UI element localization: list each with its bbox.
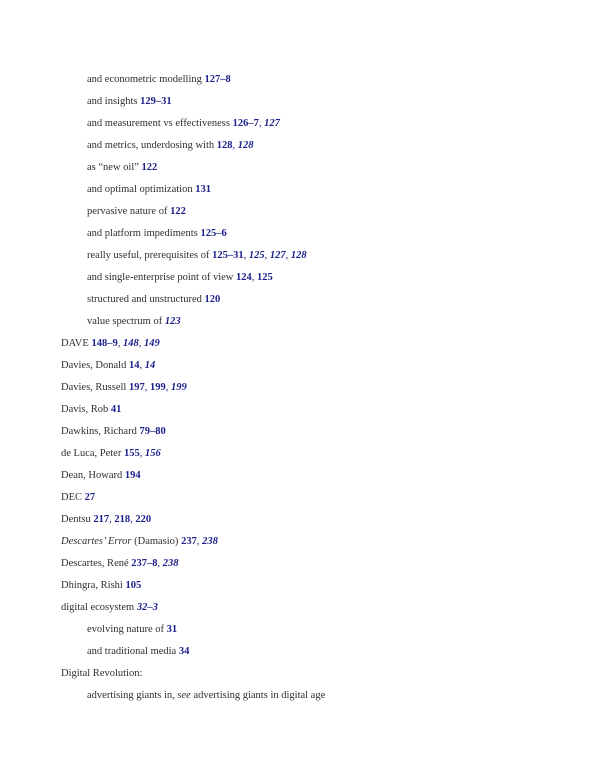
page-locator-link[interactable]: 131 xyxy=(195,184,211,195)
entry-heading: DAVE xyxy=(61,338,89,349)
index-entry xyxy=(0,467,600,489)
index-subentry xyxy=(0,291,600,313)
page-locator-link[interactable]: 155 xyxy=(123,448,140,459)
page-locator-link[interactable]: 125–6 xyxy=(200,228,227,239)
page-locator-link[interactable]: 32–3 xyxy=(136,602,158,613)
page-locator-link[interactable]: 148 xyxy=(122,338,139,349)
index-entry: Davies, Russell 197, 199, 199 xyxy=(61,382,187,393)
entry-heading: DEC xyxy=(61,492,82,503)
entry-heading: structured and unstructured xyxy=(87,294,202,305)
page-locator-link[interactable]: 41 xyxy=(110,404,122,415)
entry-heading: really useful, prerequisites of xyxy=(87,250,210,261)
index-subentry xyxy=(0,71,600,93)
entry-heading: value spectrum of xyxy=(87,316,163,327)
page-locator-link[interactable]: 31 xyxy=(166,624,178,635)
entry-heading: and metrics, underdosing with xyxy=(87,140,215,151)
entry-heading: and platform impediments xyxy=(87,228,198,239)
page-locator-link[interactable]: 125 xyxy=(248,250,265,261)
entry-heading: and insights xyxy=(87,96,138,107)
page-locator-link[interactable]: 14 xyxy=(144,360,156,371)
index-subentry: and single-enterprise point of view 124, 125 xyxy=(87,272,273,283)
page-locator-link[interactable]: 149 xyxy=(143,338,160,349)
index-entry xyxy=(0,423,600,445)
page-locator-link[interactable]: 122 xyxy=(170,206,186,217)
page-locator-link[interactable]: 128 xyxy=(290,250,307,261)
page-locator-link[interactable]: 220 xyxy=(135,514,152,525)
index-entry xyxy=(0,665,600,687)
index-subentry xyxy=(0,93,600,115)
page-locator-link[interactable]: 237–8 xyxy=(131,558,158,569)
entry-heading: pervasive nature of xyxy=(87,206,168,217)
index-entry: Descartes, René 237–8, 238 xyxy=(61,558,179,569)
entry-heading: and econometric modelling xyxy=(87,74,202,85)
index-entry: Davies, Donald 14, 14 xyxy=(61,360,156,371)
index-subentry xyxy=(0,159,600,181)
index-subentry: really useful, prerequisites of 125–31, 125, 127, 128 xyxy=(87,250,307,261)
entry-heading: Descartes, René xyxy=(61,558,129,569)
page-locator-link[interactable]: 105 xyxy=(125,580,142,591)
page-locator-link[interactable]: 237 xyxy=(181,536,197,547)
index-subentry xyxy=(0,687,600,709)
entry-heading: digital ecosystem xyxy=(61,602,135,613)
page-locator-link[interactable]: 125 xyxy=(257,272,273,283)
entry-heading: Dawkins, Richard xyxy=(61,426,137,437)
page-locator-link[interactable]: 217 xyxy=(93,514,110,525)
page-locator-link[interactable]: 27 xyxy=(84,492,96,503)
page-locator-link[interactable]: 127 xyxy=(264,118,280,129)
index-subentry xyxy=(0,643,600,665)
page-locator-link[interactable]: 127 xyxy=(269,250,286,261)
index-list xyxy=(0,71,600,709)
index-subentry xyxy=(0,313,600,335)
entry-heading: Dentsu xyxy=(61,514,91,525)
page-locator-link[interactable]: 197 xyxy=(128,382,145,393)
entry-heading: and traditional media xyxy=(87,646,177,657)
page-locator-link[interactable]: 120 xyxy=(204,294,221,305)
page-locator-link[interactable]: 14 xyxy=(128,360,140,371)
page-locator-link[interactable]: 34 xyxy=(178,646,190,657)
page-locator-link[interactable]: 128 xyxy=(237,140,254,151)
entry-heading: Dhingra, Rishi xyxy=(61,580,123,591)
index-subentry xyxy=(0,225,600,247)
page-locator-link[interactable]: 129–31 xyxy=(140,96,172,107)
entry-heading: Descartes’ Error xyxy=(61,536,132,547)
entry-heading: Dean, Howard xyxy=(61,470,123,481)
index-subentry: and measurement vs effectiveness 126–7, 127 xyxy=(87,118,280,129)
index-entry xyxy=(0,401,600,423)
page-locator-link[interactable]: 199 xyxy=(170,382,187,393)
page-locator-link[interactable]: 79–80 xyxy=(139,426,166,437)
see-reference-word: see xyxy=(177,690,191,701)
entry-heading: advertising giants in, xyxy=(87,690,175,701)
page-locator-link[interactable]: 238 xyxy=(202,536,218,547)
page-locator-link[interactable]: 156 xyxy=(144,448,161,459)
entry-heading: Davis, Rob xyxy=(61,404,109,415)
index-entry xyxy=(0,599,600,621)
index-entry xyxy=(0,489,600,511)
index-entry: Dentsu 217, 218, 220 xyxy=(61,514,152,525)
index-subentry xyxy=(0,621,600,643)
entry-heading: Davies, Donald xyxy=(61,360,127,371)
index-entry xyxy=(0,577,600,599)
entry-heading: and optimal optimization xyxy=(87,184,193,195)
entry-heading-suffix: (Damasio) xyxy=(134,536,179,547)
page-locator-link[interactable]: 128 xyxy=(216,140,233,151)
index-entry: DAVE 148–9, 148, 149 xyxy=(61,338,160,349)
entry-heading: evolving nature of xyxy=(87,624,164,635)
page-locator-link[interactable]: 127–8 xyxy=(204,74,231,85)
entry-heading: de Luca, Peter xyxy=(61,448,122,459)
index-subentry: and metrics, underdosing with 128, 128 xyxy=(87,140,254,151)
page-locator-link[interactable]: 124 xyxy=(236,272,252,283)
index-subentry xyxy=(0,203,600,225)
page-locator-link[interactable]: 148–9 xyxy=(91,338,118,349)
entry-heading: and measurement vs effectiveness xyxy=(87,118,230,129)
page-locator-link[interactable]: 194 xyxy=(124,470,141,481)
page-locator-link[interactable]: 126–7 xyxy=(232,118,259,129)
page-locator-link[interactable]: 218 xyxy=(114,514,131,525)
entry-heading: as “new oil” xyxy=(87,162,139,173)
page-locator-link[interactable]: 125–31 xyxy=(212,250,244,261)
index-entry: de Luca, Peter 155, 156 xyxy=(61,448,161,459)
entry-heading: Digital Revolution: xyxy=(61,668,143,679)
page-locator-link[interactable]: 122 xyxy=(141,162,158,173)
entry-heading: and single-enterprise point of view xyxy=(87,272,234,283)
page-locator-link[interactable]: 199 xyxy=(149,382,166,393)
index-subentry xyxy=(0,181,600,203)
page-locator-link[interactable]: 123 xyxy=(164,316,181,327)
entry-heading: Davies, Russell xyxy=(61,382,127,393)
page-locator-link[interactable]: 238 xyxy=(162,558,179,569)
see-reference-target[interactable]: advertising giants in digital age xyxy=(193,690,326,701)
index-entry: Descartes’ Error (Damasio) 237, 238 xyxy=(61,536,218,547)
